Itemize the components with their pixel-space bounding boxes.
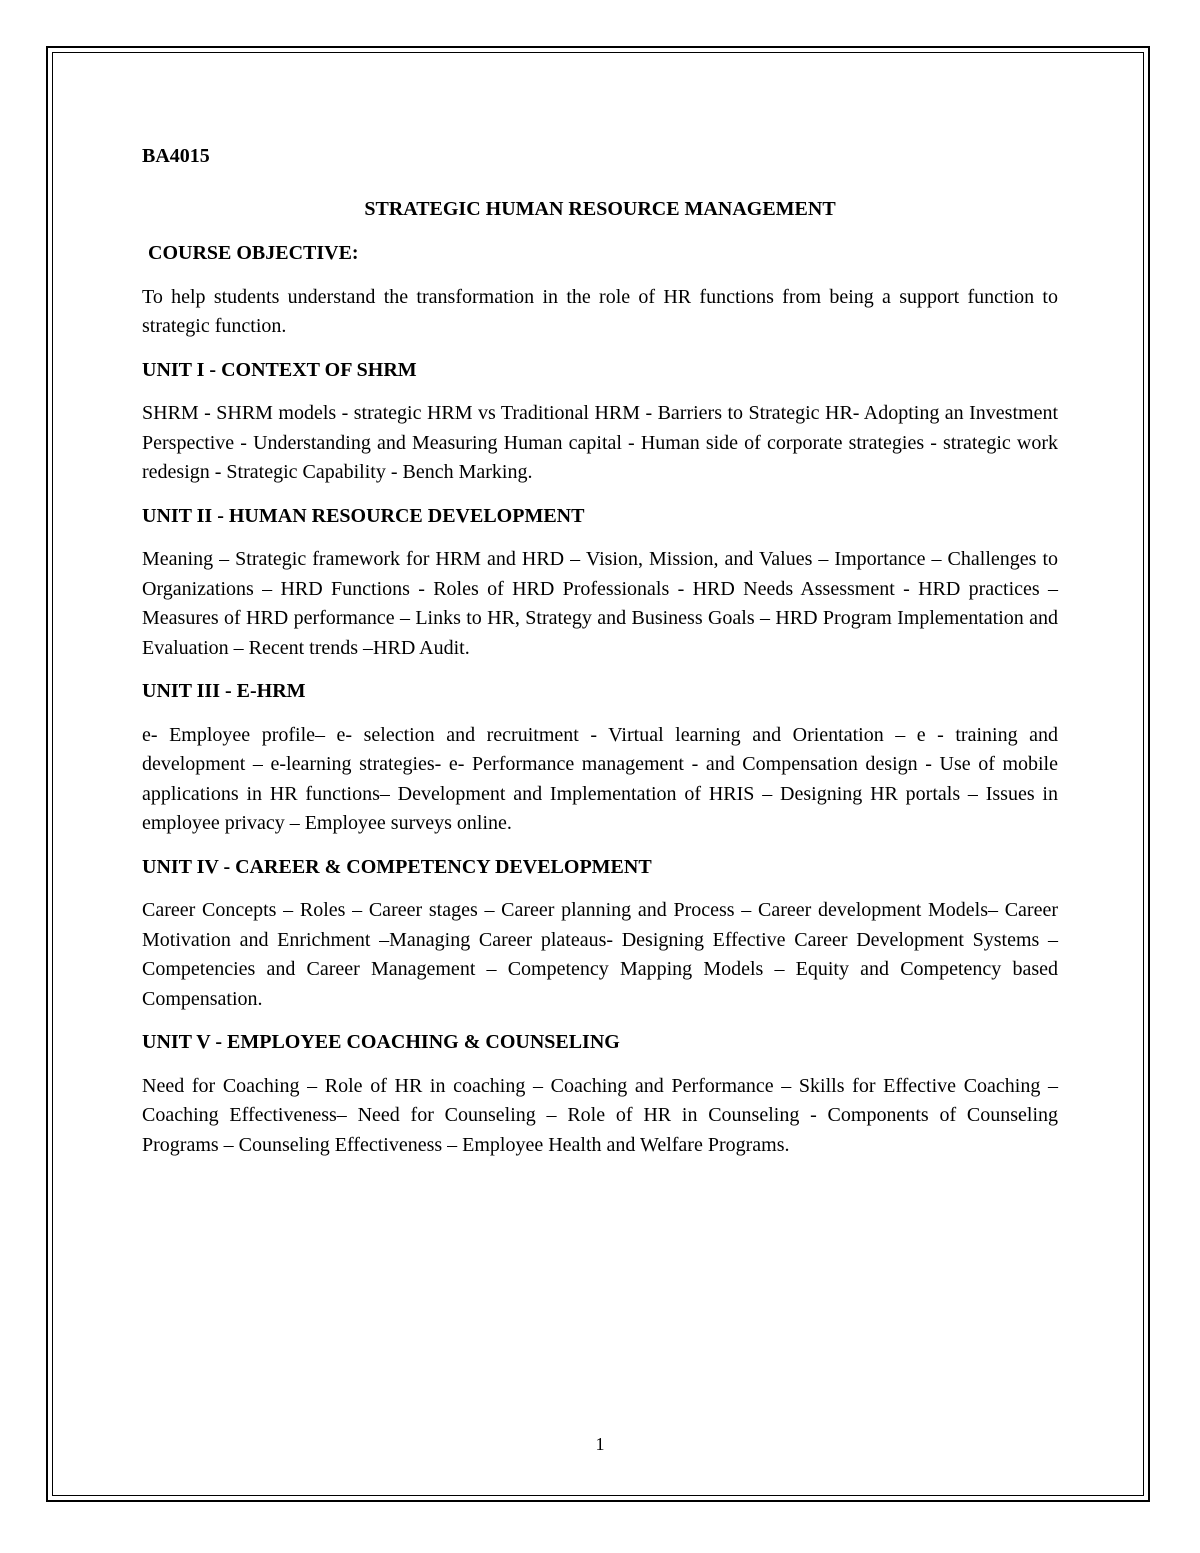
page-number: 1: [595, 1434, 605, 1454]
unit-5-body: Need for Coaching – Role of HR in coaching – Coaching and Performance – Skills for Effective Coaching – Coaching Effectiveness– Need for Counseling – Role of HR in Counseling - Components of Counseling Programs – Counseling Effectiveness – Employee Health and Welfare Programs.: [142, 1074, 1058, 1156]
unit-4-heading: UNIT IV - CAREER & COMPETENCY DEVELOPMENT: [142, 855, 652, 878]
unit-5-heading: UNIT V - EMPLOYEE COACHING & COUNSELING: [142, 1031, 620, 1053]
objective-heading: COURSE OBJECTIVE:: [148, 242, 359, 264]
unit-3-body: e- Employee profile– e- selection and recruitment - Virtual learning and Orientation – e - training and development – e-learning strategies- e- Performance management - and Compensation design - Use of mobile applications in HR functions– Development and Implementation of HRIS – Designing HR portals – Issues in employee privacy – Employee surveys online.: [142, 723, 1058, 834]
unit-3-heading: UNIT III - E-HRM: [142, 680, 306, 702]
unit-1-heading: UNIT I - CONTEXT OF SHRM: [142, 358, 417, 381]
objective-text: To help students understand the transformation in the role of HR functions from being a support function to strategic function.: [142, 285, 1058, 337]
course-title: STRATEGIC HUMAN RESOURCE MANAGEMENT: [364, 197, 836, 220]
unit-1-body: SHRM - SHRM models - strategic HRM vs Traditional HRM - Barriers to Strategic HR- Adopting an Investment Perspective - Understanding and Measuring Human capital - Human side of corporate strategies - strategic work redesign - Strategic Capability - Bench Marking.: [142, 402, 1058, 483]
unit-2-heading: UNIT II - HUMAN RESOURCE DEVELOPMENT: [142, 504, 585, 527]
unit-4-body: Career Concepts – Roles – Career stages – Career planning and Process – Career development Models– Career Motivation and Enrichment –Managing Career plateaus- Designing Effective Career Development Systems – Competencies and Career Management – Competency Mapping Models – Equity and Competency based Compensation.: [142, 899, 1058, 1010]
course-code: BA4015: [142, 145, 210, 167]
document-content: [142, 142, 1058, 1160]
unit-2-body: Meaning – Strategic framework for HRM and HRD – Vision, Mission, and Values – Importance – Challenges to Organizations – HRD Functions - Roles of HRD Professionals - HRD Needs Assessment - HRD practices – Measures of HRD performance – Links to HR, Strategy and Business Goals – HRD Program Implementation and Evaluation – Recent trends –HRD Audit.: [142, 548, 1058, 659]
